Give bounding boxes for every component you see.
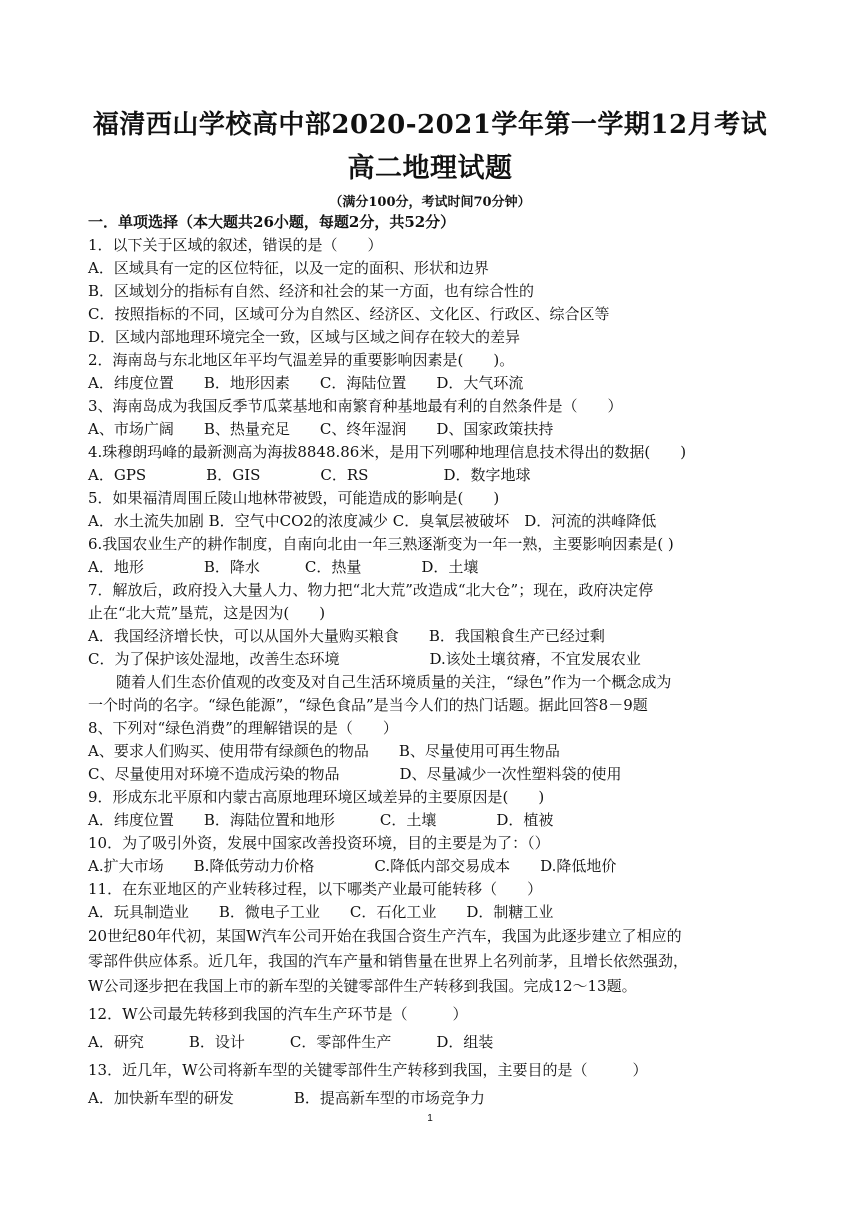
question-line: 5．如果福清周围丘陵山地林带被毁，可能造成的影响是( ) xyxy=(88,489,500,507)
exam-subtitle: 高二地理试题 xyxy=(347,153,513,184)
option-line: A.扩大市场 B.降低劳动力价格 C.降低内部交易成本 D.降低地价 xyxy=(88,857,617,875)
question-line: 3、海南岛成为我国反季节瓜菜基地和南繁育种基地最有利的自然条件是（ ） xyxy=(88,397,623,415)
option-line: A．纬度位置 B．地形因素 C．海陆位置 D．大气环流 xyxy=(88,374,524,392)
question-line: 2．海南岛与东北地区年平均气温差异的重要影响因素是( )。 xyxy=(88,351,515,369)
option-line: A、市场广阔 B、热量充足 C、终年湿润 D、国家政策扶持 xyxy=(88,420,554,438)
option-line: A．纬度位置 B．海陆位置和地形 C．土壤 D．植被 xyxy=(88,811,554,829)
question-line: 8、下列对“绿色消费”的理解错误的是（ ） xyxy=(88,719,398,737)
option-line: A．研究 B．设计 C．零部件生产 D．组装 xyxy=(88,1033,494,1051)
option-line: A．区域具有一定的区位特征，以及一定的面积、形状和边界 xyxy=(88,259,489,277)
question-line: 4.珠穆朗玛峰的最新测高为海拔8848.86米，是用下列哪种地理信息技术得出的数据( ) xyxy=(88,443,687,461)
passage-line: 零部件供应体系。近几年，我国的汽车产量和销售量在世界上名列前茅，且增长依然强劲， xyxy=(88,952,689,970)
question-line: 止在“北大荒”垦荒，这是因为( ) xyxy=(88,604,326,622)
passage-line: W公司逐步把在我国上市的新车型的关键零部件生产转移到我国。完成12～13题。 xyxy=(88,977,637,995)
option-line: A．水土流失加剧 B．空气中CO2的浓度减少 C．臭氧层被破坏 D．河流的洪峰降低 xyxy=(88,512,657,530)
option-line: A．玩具制造业 B．微电子工业 C．石化工业 D．制糖工业 xyxy=(88,903,554,921)
exam-note: （满分100分，考试时间70分钟） xyxy=(329,195,531,210)
question-line: 9．形成东北平原和内蒙古高原地理环境区域差异的主要原因是( ) xyxy=(88,788,545,806)
option-line: C．为了保护该处湿地，改善生态环境 D.该处土壤贫瘠，不宜发展农业 xyxy=(88,650,641,668)
exam-title: 福清西山学校高中部2020-2021学年第一学期12月考试 xyxy=(92,110,768,140)
option-line: A、要求人们购买、使用带有绿颜色的物品 B、尽量使用可再生物品 xyxy=(88,742,560,760)
passage-line: 一个时尚的名字。“绿色能源”，“绿色食品”是当今人们的热门话题。据此回答8－9题 xyxy=(88,696,648,714)
option-line: A．地形 B．降水 C．热量 D．土壤 xyxy=(88,558,479,576)
option-line: A．我国经济增长快，可以从国外大量购买粮食 B．我国粮食生产已经过剩 xyxy=(88,627,605,645)
option-line: D．区域内部地理环境完全一致，区域与区域之间存在较大的差异 xyxy=(88,328,521,346)
question-line: 12．W公司最先转移到我国的汽车生产环节是（ ） xyxy=(88,1005,468,1023)
question-line: 6.我国农业生产的耕作制度，自南向北由一年三熟逐渐变为一年一熟，主要影响因素是( ) xyxy=(88,535,674,553)
option-line: C、尽量使用对环境不造成污染的物品 D、尽量减少一次性塑料袋的使用 xyxy=(88,765,622,783)
question-body xyxy=(88,211,778,1111)
option-line: C．按照指标的不同，区域可分为自然区、经济区、文化区、行政区、综合区等 xyxy=(88,305,610,323)
passage-line: 随着人们生态价值观的改变及对自己生活环境质量的关注，“绿色”作为一个概念成为 xyxy=(116,673,672,691)
section-heading: 一．单项选择（本大题共26小题，每题2分，共52分） xyxy=(88,213,456,231)
question-line: 13．近几年，W公司将新车型的关键零部件生产转移到我国，主要目的是（ ） xyxy=(88,1061,648,1079)
passage-line: 20世纪80年代初，某国W汽车公司开始在我国合资生产汽车，我国为此逐步建立了相应的 xyxy=(88,927,682,945)
option-line: A．GPS B．GIS C．RS D．数字地球 xyxy=(88,466,531,484)
question-line: 1．以下关于区域的叙述，错误的是（ ） xyxy=(88,236,383,254)
option-line: B．区域划分的指标有自然、经济和社会的某一方面，也有综合性的 xyxy=(88,282,535,300)
question-line: 10．为了吸引外资，发展中国家改善投资环境，目的主要是为了：（） xyxy=(88,834,550,852)
question-line: 7．解放后，政府投入大量人力、物力把“北大荒”改造成“北大仓”；现在，政府决定停 xyxy=(88,581,654,599)
question-line: 11．在东亚地区的产业转移过程，以下哪类产业最可能转移（ ） xyxy=(88,880,543,898)
option-line: A．加快新车型的研发 B．提高新车型的市场竞争力 xyxy=(88,1089,485,1107)
page-number: 1 xyxy=(427,1113,433,1124)
